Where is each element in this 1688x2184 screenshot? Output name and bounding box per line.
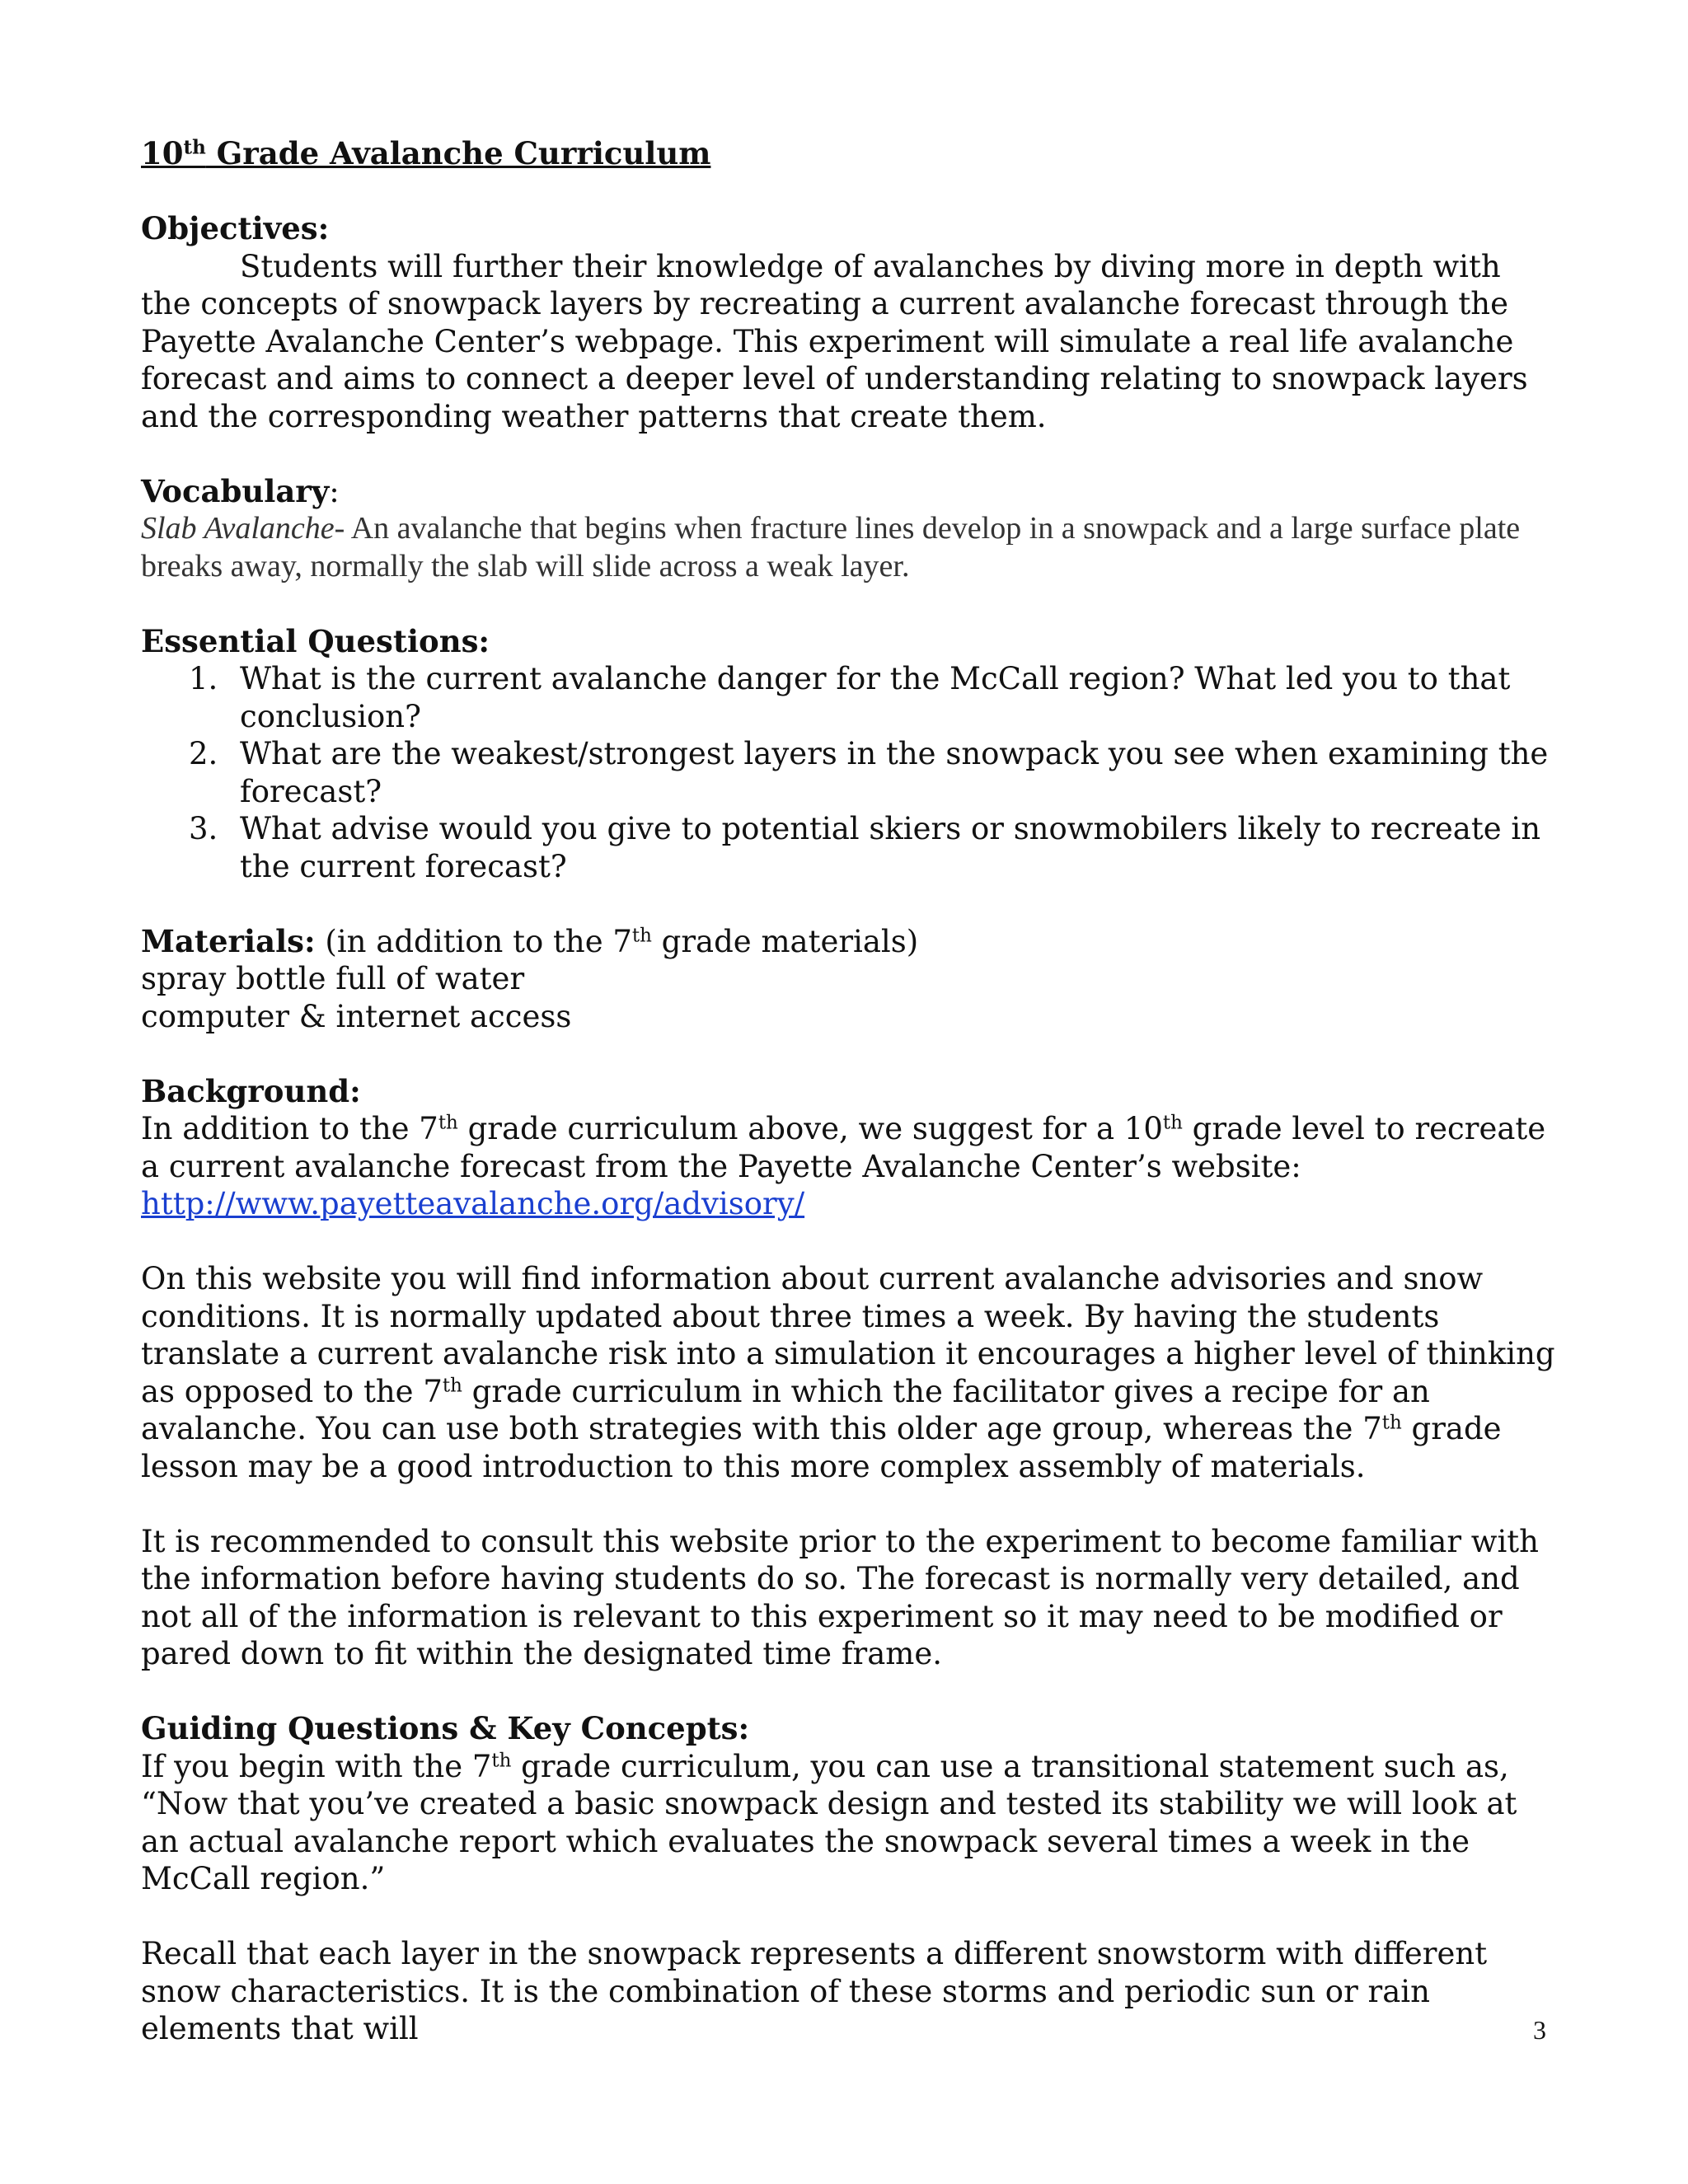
spacer (141, 1485, 1559, 1523)
spacer (141, 1035, 1559, 1073)
background-paragraph-2: On this website you will find information about current avalanche advisories and snow conditions. It is normally updated about three times a week. By having the students translate a current avalanche risk into a simulation it encourages a higher level of thinking as opposed to the 7th grade curriculum in which the facilitator gives a recipe for an avalanche. You can use both strategies with this older age group, whereas the 7th grade lesson may be a good introduction to this more complex assembly of materials. (141, 1261, 1555, 1484)
essential-questions-list (141, 660, 1559, 885)
materials-item: computer & internet access (141, 998, 572, 1034)
background-heading: Background: (141, 1072, 361, 1109)
vocabulary-definition: An avalanche that begins when fracture lines develop in a snowpack and a large surface plate breaks away, normally the slab will slide across a weak layer. (141, 511, 1521, 583)
vocabulary-entry (141, 510, 1559, 585)
list-item: 3. What advise would you give to potential skiers or snowmobilers likely to recreate in the current forecast? (189, 811, 1541, 884)
spacer (141, 585, 1559, 623)
page-number: 3 (1533, 2015, 1546, 2045)
spacer (141, 1223, 1559, 1261)
spacer (141, 885, 1559, 923)
materials-item: spray bottle full of water (141, 961, 525, 996)
background-paragraph-1: In addition to the 7th grade curriculum above, we suggest for a 10th grade level to recreate a current avalanche forecast from the Payette Avalanche Center’s website: (141, 1111, 1546, 1184)
guiding-questions-heading: Guiding Questions & Key Concepts: (141, 1710, 750, 1746)
guiding-paragraph-2: Recall that each layer in the snowpack represents a different snowstorm with different snow characteristics. It is the combination of these storms and periodic sun or rain elements that will (141, 1936, 1488, 2046)
list-item: 2. What are the weakest/strongest layers in the snowpack you see when examining the forecast? (189, 736, 1549, 809)
spacer (141, 1898, 1559, 1936)
vocabulary-term: Slab Avalanche- (141, 511, 345, 546)
materials-heading: Materials: (in addition to the 7th grade materials) (141, 922, 919, 959)
page-title: 10th Grade Avalanche Curriculum (141, 135, 711, 171)
objectives-heading: Objectives: (141, 210, 330, 246)
spacer (141, 1673, 1559, 1711)
essential-questions-heading: Essential Questions: (141, 622, 490, 659)
objectives-text: Students will further their knowledge of avalanches by diving more in depth with the concepts of snowpack layers by recreating a current avalanche forecast through the Payette Avalanche Center’s webpage. This experiment will simulate a real life avalanche forecast and aims to connect a deeper level of understanding relating to snowpack layers and the corresponding weather patterns that create them. (141, 248, 1528, 434)
guiding-paragraph-1: If you begin with the 7th grade curriculum, you can use a transitional statement such as, “Now that you’ve created a basic snowpack design and tested its stability we will look at an actual avalanche report which evaluates the snowpack several times a week in the McCall region.” (141, 1748, 1517, 1896)
advisory-link-line (141, 1185, 1559, 1223)
document-body (141, 135, 1559, 2048)
list-item: 1. What is the current avalanche danger for the McCall region? What led you to that conclusion? (189, 661, 1511, 734)
background-paragraph-3: It is recommended to consult this website prior to the experiment to become familiar with the information before having students do so. The forecast is normally very detailed, and not all of the information is relevant to this experiment so it may need to be modified or pared down to fit within the designated time frame. (141, 1523, 1540, 1671)
vocabulary-heading: Vocabulary: (141, 472, 340, 509)
spacer (141, 435, 1559, 473)
spacer (141, 173, 1559, 211)
advisory-link[interactable]: http://www.payetteavalanche.org/advisory/ (141, 1186, 805, 1221)
